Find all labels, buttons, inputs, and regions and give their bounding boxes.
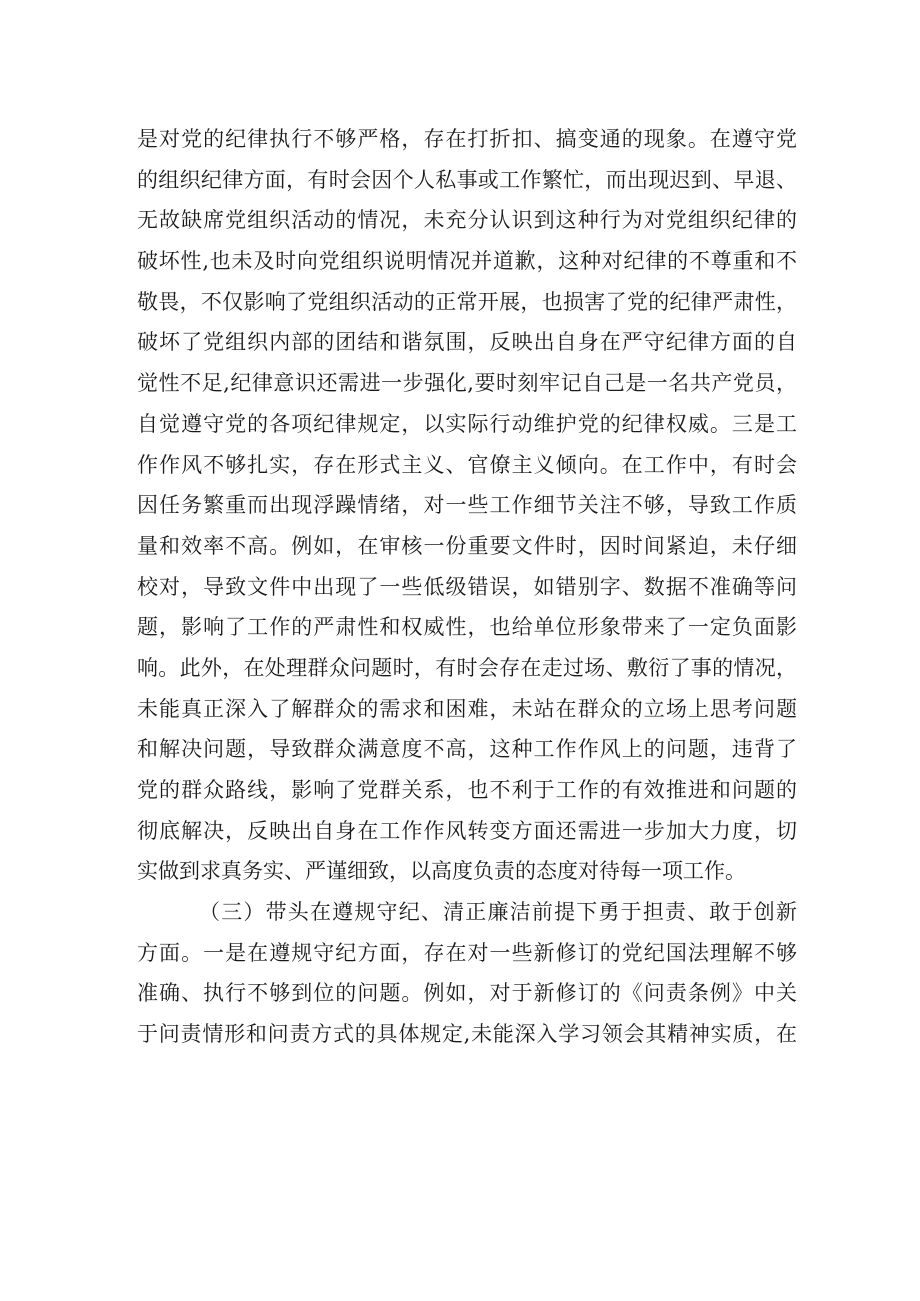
text-line: 和解决问题，导致群众满意度不高，这种工作作风上的问题，违背了 [137, 737, 797, 762]
text-line: 的组织纪律方面，有时会因个人私事或工作繁忙，而出现迟到、早退、 [137, 167, 797, 192]
text-line: 题，影响了工作的严肃性和权威性，也给单位形象带来了一定负面影 [137, 615, 797, 640]
text-line: 破坏性,也未及时向党组织说明情况并道歉，这种对纪律的不尊重和不 [137, 249, 797, 274]
text-line: 自觉遵守党的各项纪律规定，以实际行动维护党的纪律权威。三是工 [137, 411, 797, 436]
text-line: 作作风不够扎实，存在形式主义、官僚主义倾向。在工作中，有时会 [137, 452, 797, 477]
text-line: 彻底解决，反映出自身在工作作风转变方面还需进一步加大力度，切 [137, 818, 797, 843]
section-heading-line: （三）带头在遵规守纪、清正廉洁前提下勇于担责、敢于创新 [199, 900, 797, 925]
text-line: 未能真正深入了解群众的需求和困难，未站在群众的立场上思考问题 [137, 696, 797, 721]
text-line: 破坏了党组织内部的团结和谐氛围，反映出自身在严守纪律方面的自 [137, 330, 797, 355]
text-line: 觉性不足,纪律意识还需进一步强化,要时刻牢记自己是一名共产党员， [137, 371, 797, 396]
text-line: 无故缺席党组织活动的情况，未充分认识到这种行为对党组织纪律的 [137, 208, 797, 233]
text-line: 敬畏，不仅影响了党组织活动的正常开展，也损害了党的纪律严肃性， [137, 289, 797, 314]
document-body [137, 119, 797, 1055]
text-line: 响。此外，在处理群众问题时，有时会存在走过场、敷衍了事的情况， [137, 655, 797, 680]
text-line: 校对，导致文件中出现了一些低级错误，如错别字、数据不准确等问 [137, 574, 797, 599]
text-line: 于问责情形和问责方式的具体规定,未能深入学习领会其精神实质，在 [137, 1022, 797, 1047]
paragraph-end-line: 实做到求真务实、严谨细致，以高度负责的态度对待每一项工作。 [137, 859, 746, 884]
text-line: 方面。一是在遵规守纪方面，存在对一些新修订的党纪国法理解不够 [137, 940, 797, 965]
text-line: 党的群众路线，影响了党群关系，也不利于工作的有效推进和问题的 [137, 778, 797, 802]
text-line: 准确、执行不够到位的问题。例如，对于新修订的《问责条例》中关 [137, 981, 797, 1006]
text-line: 是对党的纪律执行不够严格，存在打折扣、搞变通的现象。在遵守党 [137, 127, 797, 151]
text-line: 因任务繁重而出现浮躁情绪，对一些工作细节关注不够，导致工作质 [137, 493, 797, 518]
text-line: 量和效率不高。例如，在审核一份重要文件时，因时间紧迫，未仔细 [137, 533, 797, 558]
